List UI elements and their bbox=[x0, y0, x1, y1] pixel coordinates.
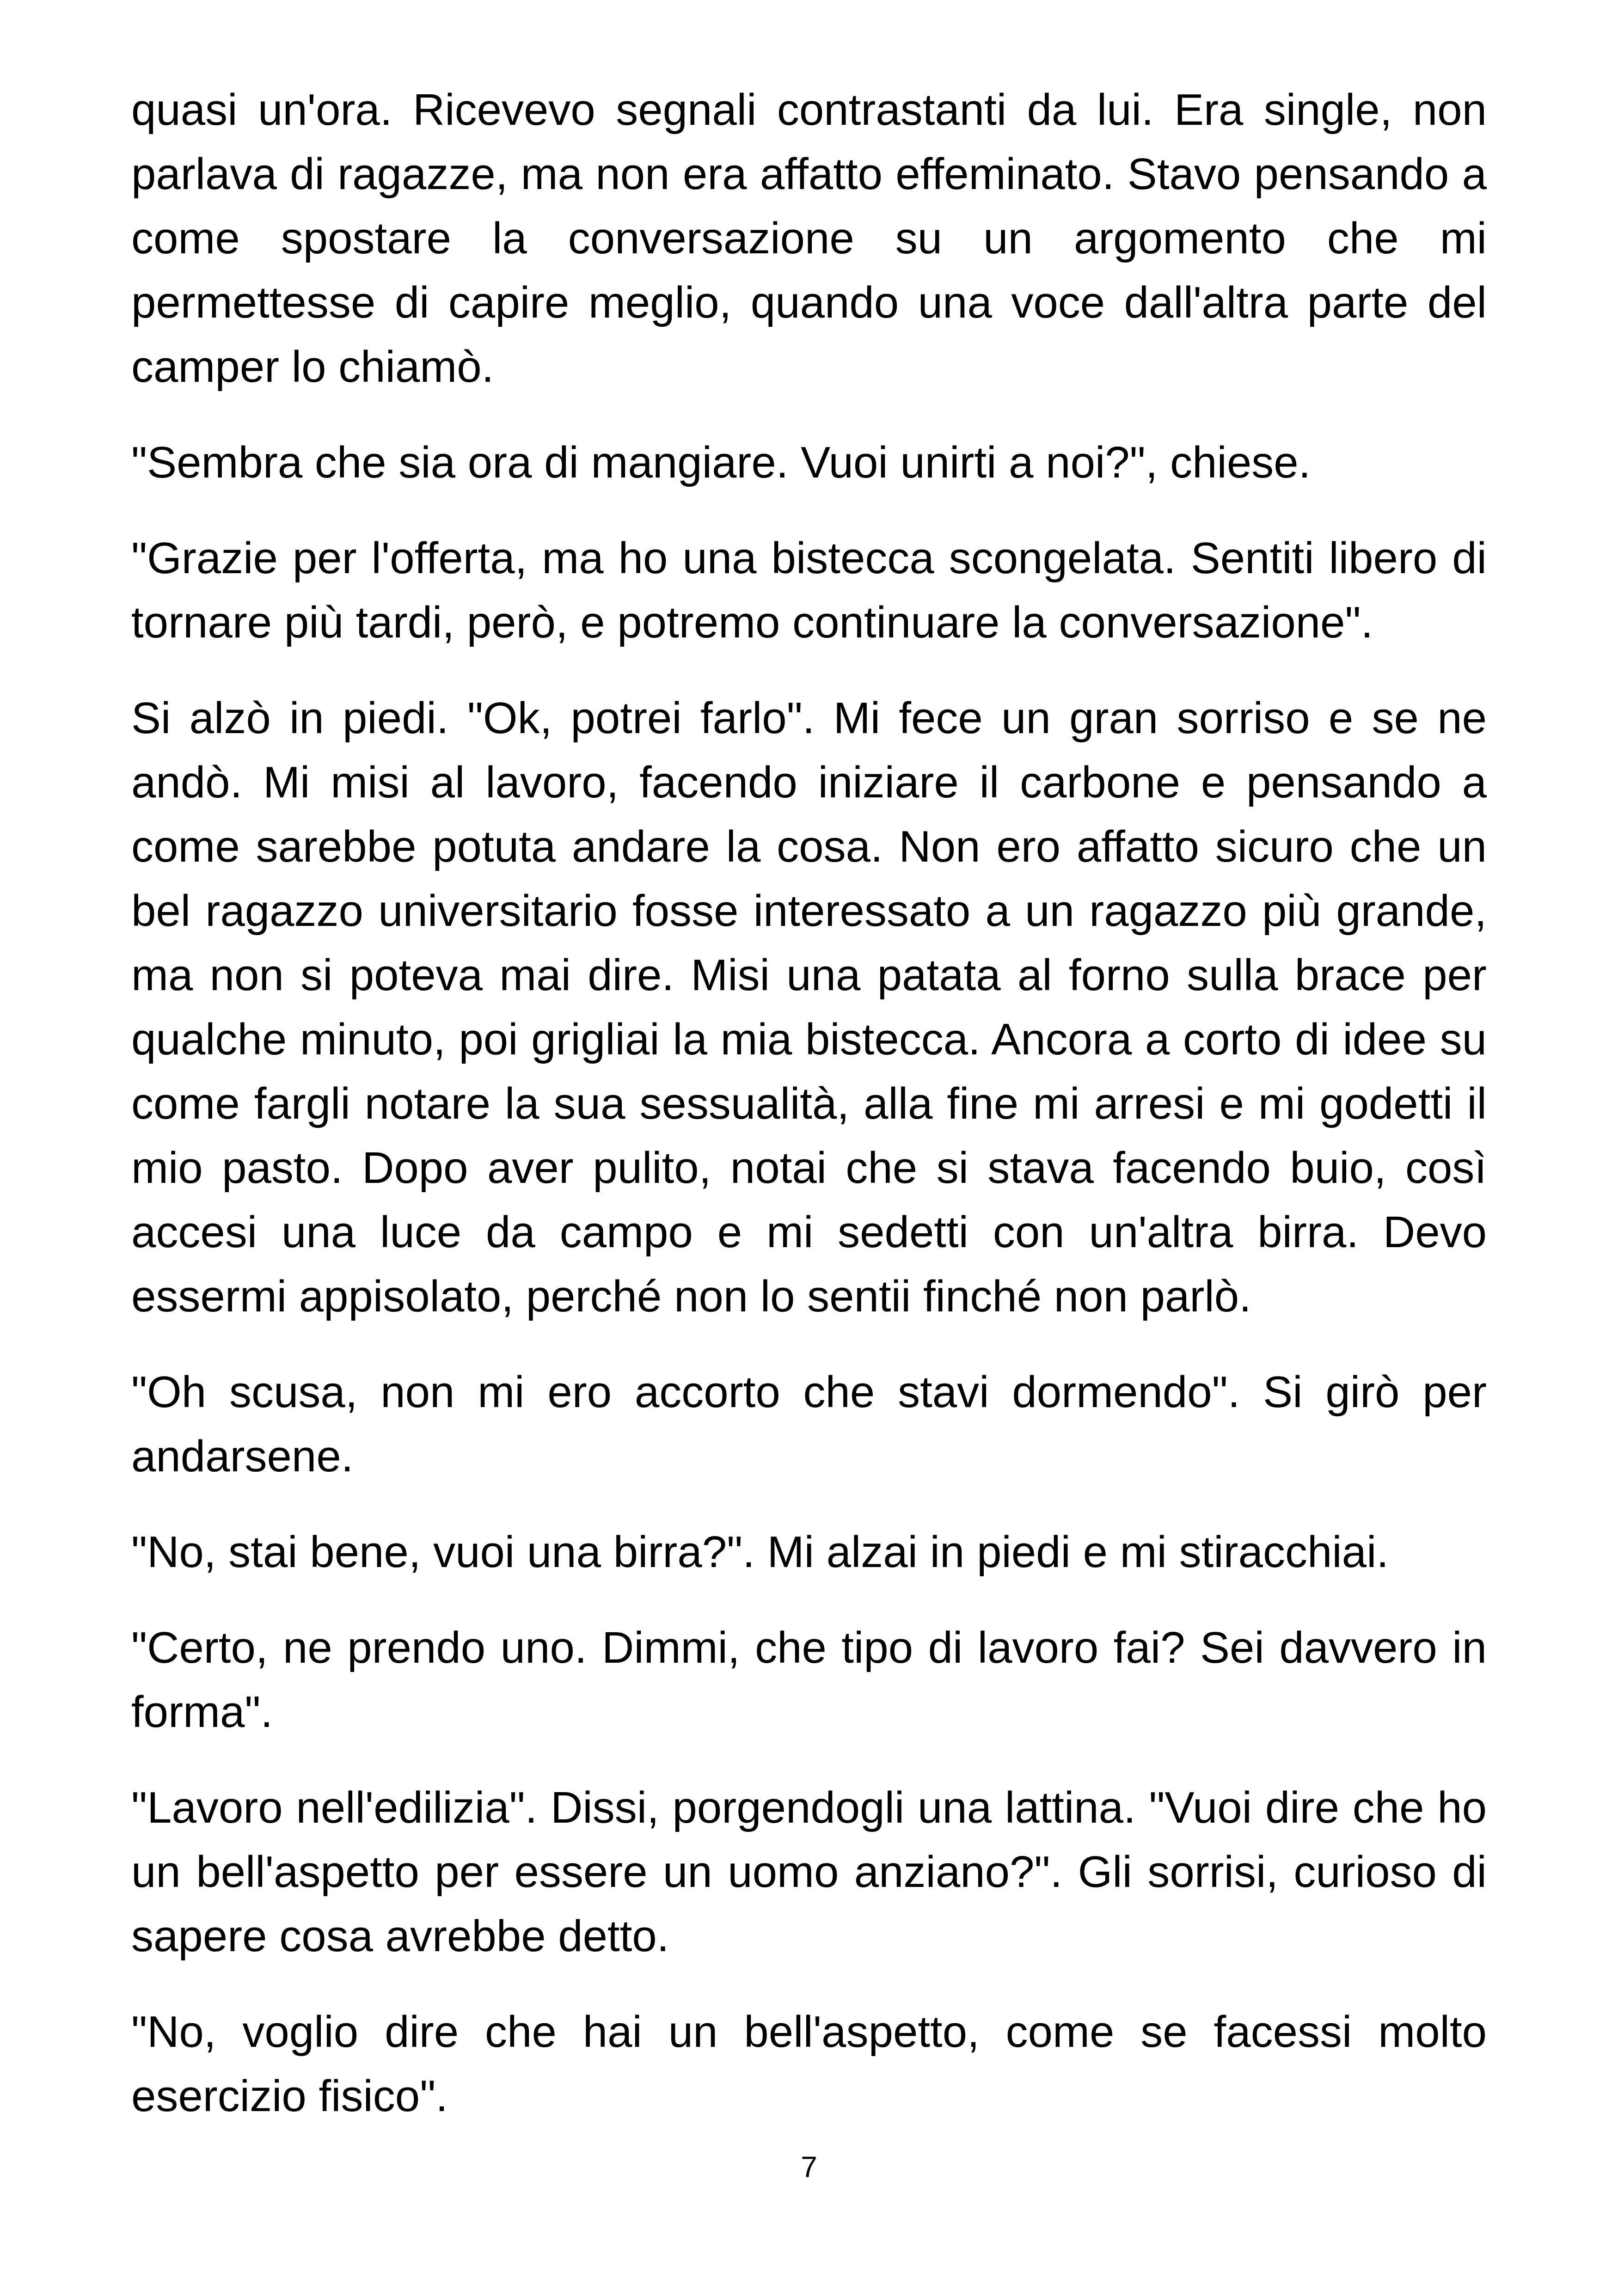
paragraph: quasi un'ora. Ricevevo segnali contrastanti da lui. Era single, non parlava di ragazze, ma non era affatto effeminato. Stavo pensando a come spostare la conversazione su un argomento che mi permettesse di capire meglio, quando una voce dall'altra parte del camper lo chiamò. bbox=[131, 85, 1487, 392]
paragraph: "Grazie per l'offerta, ma ho una bistecca scongelata. Sentiti libero di tornare più tardi, però, e potremo continuare la conversazione". bbox=[131, 533, 1487, 647]
paragraph: "Oh scusa, non mi ero accorto che stavi dormendo". Si girò per andarsene. bbox=[131, 1367, 1487, 1481]
paragraph: "No, stai bene, vuoi una birra?". Mi alzai in piedi e mi stiracchiai. bbox=[131, 1527, 1389, 1577]
paragraph: "No, voglio dire che hai un bell'aspetto, come se facessi molto esercizio fisico". bbox=[131, 2007, 1487, 2121]
page-number: 7 bbox=[801, 2150, 817, 2184]
body-text bbox=[131, 78, 1487, 2160]
paragraph: Si alzò in piedi. "Ok, potrei farlo". Mi fece un gran sorriso e se ne andò. Mi misi al lavoro, facendo iniziare il carbone e pensando a come sarebbe potuta andare la cosa. Non ero affatto sicuro che un bel ragazzo universitario fosse interessato a un ragazzo più grande, ma non si poteva mai dire. Misi una patata al forno sulla brace per qualche minuto, poi grigliai la mia bistecca. Ancora a corto di idee su come fargli notare la sua sessualità, alla fine mi arresi e mi godetti il mio pasto. Dopo aver pulito, notai che si stava facendo buio, così accesi una luce da campo e mi sedetti con un'altra birra. Devo essermi appisolato, perché non lo sentii finché non parlò. bbox=[131, 693, 1487, 1321]
paragraph: "Certo, ne prendo uno. Dimmi, che tipo di lavoro fai? Sei davvero in forma". bbox=[131, 1623, 1487, 1737]
paragraph: "Sembra che sia ora di mangiare. Vuoi unirti a noi?", chiese. bbox=[131, 438, 1311, 487]
paragraph: "Lavoro nell'edilizia". Dissi, porgendogli una lattina. "Vuoi dire che ho un bell'aspetto per essere un uomo anziano?". Gli sorrisi, curioso di sapere cosa avrebbe detto. bbox=[131, 1783, 1487, 1961]
